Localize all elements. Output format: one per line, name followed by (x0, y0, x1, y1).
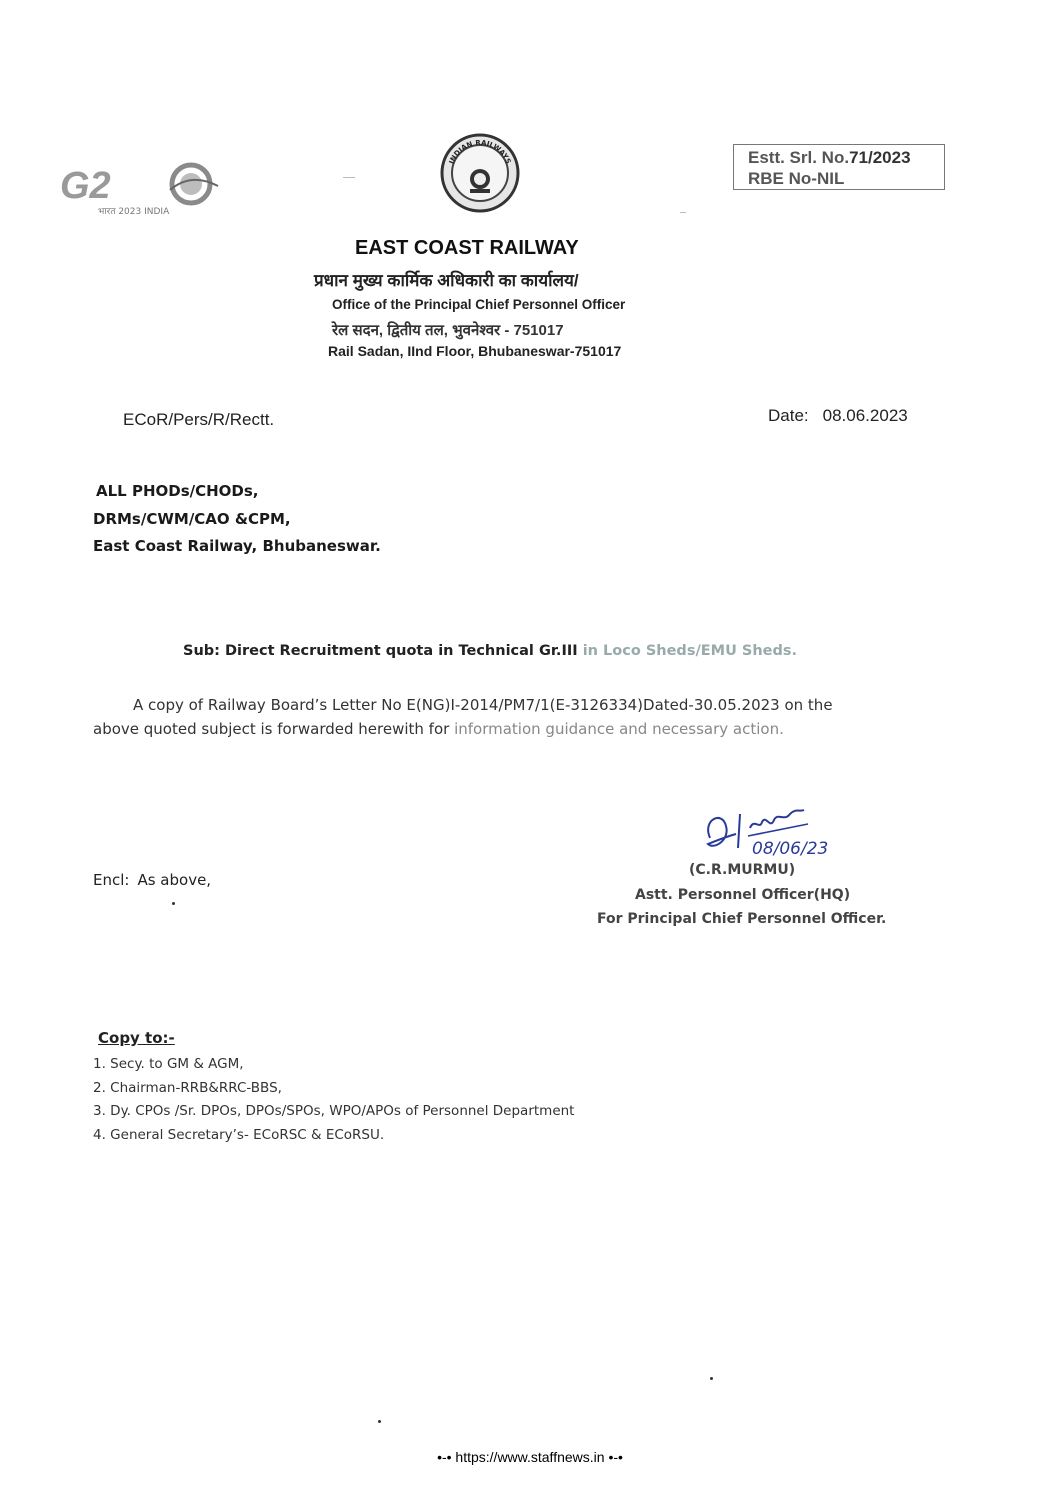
reference-number-box (733, 144, 945, 190)
office-name-hindi: प्रधान मुख्य कार्मिक अधिकारी का कार्यालय/ (314, 271, 579, 290)
copy-to-item: 1. Secy. to GM & AGM, (93, 1056, 244, 1072)
date-value: 08.06.2023 (822, 406, 908, 425)
g20-tagline: भारत 2023 INDIA (98, 207, 170, 217)
copy-to-item: 2. Chairman-RRB&RRC-BBS, (93, 1080, 282, 1096)
enclosure-label: Encl: (93, 871, 130, 889)
enclosure-value: As above, (137, 871, 212, 889)
decorative-dash (343, 177, 355, 178)
signer-designation: Astt. Personnel Officer(HQ) (635, 887, 851, 903)
g20-logo (58, 160, 228, 218)
organization-name: EAST COAST RAILWAY (355, 237, 579, 259)
address-hindi: रेल सदन, द्वितीय तल, भुवनेश्वर - 751017 (332, 322, 564, 339)
addressee-line: DRMs/CWM/CAO &CPM, (93, 510, 291, 528)
addressee-line: East Coast Railway, Bhubaneswar. (93, 537, 381, 555)
signer-name: (C.R.MURMU) (689, 862, 796, 878)
copy-to-item: 3. Dy. CPOs /Sr. DPOs, DPOs/SPOs, WPO/APOs of Personnel Department (93, 1103, 575, 1119)
copy-to-heading: Copy to:- (98, 1029, 175, 1047)
estt-serial-line: Estt. Srl. No.71/2023 (748, 148, 911, 167)
letter-reference-number: ECoR/Pers/R/Rectt. (123, 410, 275, 429)
subject-line: Sub: Direct Recruitment quota in Technical Gr.III in Loco Sheds/EMU Sheds. (183, 643, 798, 659)
decorative-dash (680, 212, 686, 213)
ink-speck (172, 902, 175, 905)
address-english: Rail Sadan, IInd Floor, Bhubaneswar-751017 (328, 343, 622, 359)
svg-text:INDIAN RAILWAYS: INDIAN RAILWAYS (447, 138, 513, 166)
ink-speck (710, 1377, 713, 1380)
copy-to-item: 4. General Secretary’s- ECoRSC & ECoRSU. (93, 1127, 385, 1143)
addressee-line: ALL PHODs/CHODs, (96, 482, 259, 500)
enclosure-note (93, 871, 211, 889)
office-name-english: Office of the Principal Chief Personnel Officer (332, 297, 626, 312)
svg-text:G2: G2 (60, 165, 111, 207)
handwritten-signature (700, 800, 880, 860)
rbe-number: RBE No-NIL (748, 169, 845, 188)
body-text-line: A copy of Railway Board’s Letter No E(NG)I-2014/PM7/1(E-3126334)Dated-30.05.2023 on the (133, 696, 833, 714)
indian-railways-emblem (432, 133, 528, 213)
letter-date (768, 406, 908, 426)
body-text-line: above quoted subject is forwarded herewith for information guidance and necessary action. (93, 720, 784, 738)
ink-speck (378, 1420, 381, 1423)
date-label: Date: (768, 406, 809, 425)
signer-on-behalf: For Principal Chief Personnel Officer. (597, 911, 887, 927)
footer-url: •-• https://www.staffnews.in •-• (437, 1449, 623, 1465)
svg-text:08/06/23: 08/06/23 (752, 839, 829, 859)
